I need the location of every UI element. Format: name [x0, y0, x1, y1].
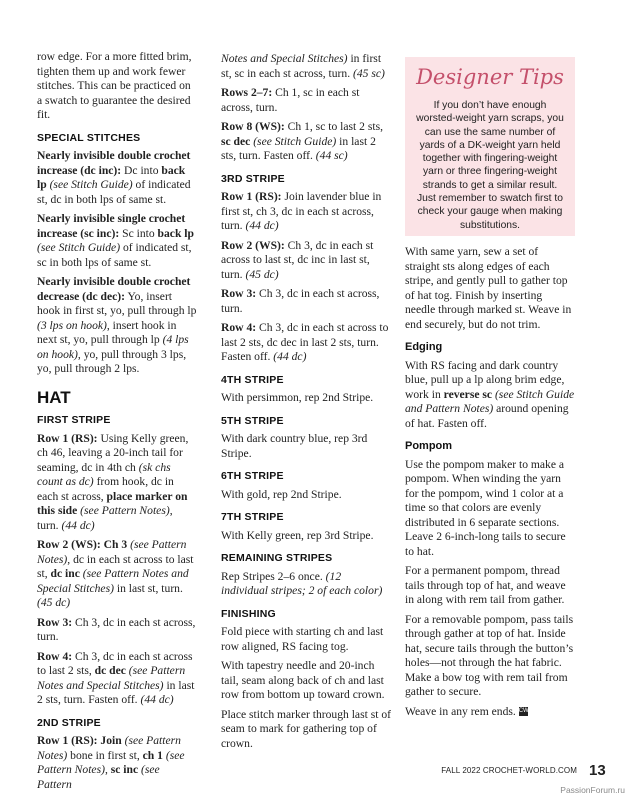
finishing-paragraph-2: With tapestry needle and 20-inch tail, seam along back of ch and last row from bottom up toward crown. [221, 659, 385, 701]
special-stitch-sc-inc: Nearly invisible single crochet increase (sc inc): Sc into back lp (see Stitch Guide) of indicated st, sc in both lps of same st. [37, 212, 194, 269]
third-stripe-heading: 3RD STRIPE [221, 172, 285, 185]
watermark: PassionForum.ru [560, 785, 625, 795]
fifth-stripe-heading: 5TH STRIPE [221, 414, 284, 427]
first-stripe-heading: FIRST STRIPE [37, 414, 111, 426]
designer-tips-text: If you don’t have enough worsted-weight yarn scraps, you can use the same number of yards of a DK-weight yarn held together with fingering-weight yarn or three fingering-weight strands to get a similar result. Just remember to swatch first to check your gauge when making substitutions. [416, 100, 564, 231]
finishing-paragraph-3: Place stitch marker through last st of seam to mark for gathering top of crown. [221, 707, 392, 750]
first-stripe-row-2: Row 2 (WS): Ch 3 (see Pattern Notes), dc in each st across to last st, dc inc (see Pattern Notes and Special Stitches) in last st, turn. (45 dc) [37, 538, 194, 609]
designer-tips-box [405, 57, 575, 236]
third-stripe-row-2: Row 2 (WS): Ch 3, dc in each st across to last st, dc inc in last st, turn. (45 dc) [221, 238, 374, 281]
page-footer [0, 762, 633, 782]
footer-label: FALL 2022 CROCHET-WORLD.COM [441, 766, 577, 775]
seventh-stripe-text: With Kelly green, rep 3rd Stripe. [221, 528, 374, 542]
finishing-paragraph-4: With same yarn, sew a set of straight sts along edges of each stripe, and gently pull to gather top of hat tog. Finish by inserting needle through marked st. Weave in end securely, but do not trim. [405, 245, 572, 331]
finishing-heading: FINISHING [221, 607, 276, 620]
seventh-stripe-heading: 7TH STRIPE [221, 511, 284, 523]
finishing-paragraph-1: Fold piece with starting ch and last row aligned, RS facing tog. [221, 625, 384, 653]
first-stripe-row-3: Row 3: Ch 3, dc in each st across, turn. [37, 615, 196, 643]
pompom-heading: Pompom [405, 440, 453, 452]
third-stripe-row-4: Row 4: Ch 3, dc in each st across to last 2 sts, dc dec in last 2 sts, turn. Fasten off. (44 dc) [221, 321, 389, 363]
intro-paragraph: row edge. For a more fitted brim, tighten them up and work fewer stitches. This can be practiced on a swatch to guarantee the desired fit. [37, 50, 192, 121]
special-stitch-dc-inc: Nearly invisible double crochet increase (dc inc): Dc into back lp (see Stitch Guide) of indicated st, dc in both lps of same st. [37, 149, 191, 206]
end-mark-icon: CW [518, 708, 529, 715]
remaining-stripes-heading: REMAINING STRIPES [221, 552, 333, 564]
second-stripe-row-1: Row 1 (RS): Join (see Pattern Notes) bone in first st, ch 1 (see Pattern Notes), sc inc (see Pattern [37, 734, 185, 791]
pompom-paragraph-1: Use the pompom maker to make a pompom. When winding the yarn for the pompom, wind 1 color at a time so that colors are evenly distributed in 6 separate sections. Leave 2 6-inch-long tails to secure to hat. [405, 457, 566, 558]
designer-tips-title: Designer Tips [416, 65, 564, 89]
sixth-stripe-text: With gold, rep 2nd Stripe. [221, 487, 342, 501]
fifth-stripe-text: With dark country blue, rep 3rd Stripe. [221, 432, 368, 460]
second-stripe-heading: 2ND STRIPE [37, 716, 101, 729]
special-stitch-dc-dec: Nearly invisible double crochet decrease (dc dec): Yo, insert hook in first st, yo, pull through lp (3 lps on hook), insert hook in next st, yo, pull through lp (4 lps on hook), yo, pull through 3 lps, yo, pull through 2 lps. [37, 275, 197, 375]
pompom-paragraph-4: Weave in any rem ends. CW [405, 704, 529, 718]
first-stripe-row-4: Row 4: Ch 3, dc in each st across to last 2 sts, dc dec (see Pattern Notes and Special Stitches) in last 2 sts, turn. Fasten off. (44 dc) [37, 649, 195, 706]
column-1 [37, 50, 197, 797]
fourth-stripe-text: With persimmon, rep 2nd Stripe. [221, 391, 374, 404]
remaining-stripes-text: Rep Stripes 2–6 once. (12 individual stripes; 2 of each color) [221, 569, 383, 597]
special-stitches-heading: SPECIAL STITCHES [37, 131, 141, 144]
pompom-paragraph-3: For a removable pompom, pass tails through gather at top of hat. Inside hat, secure tails through the button’s holes—not through the hat fabric. Make a bow tog with rem tail from gather to secure. [405, 612, 574, 698]
hat-heading: HAT [37, 387, 71, 407]
edging-heading: Edging [405, 341, 443, 353]
fourth-stripe-heading: 4TH STRIPE [221, 373, 284, 386]
second-stripe-row-1-continued: Notes and Special Stitches) in first st, sc in each st across, turn. (45 sc) [221, 52, 385, 80]
sixth-stripe-heading: 6TH STRIPE [221, 470, 284, 482]
column-2 [221, 52, 391, 756]
page-number: 13 [589, 762, 606, 779]
pompom-paragraph-2: For a permanent pompom, thread tails through top of hat, and weave in along with rem tail from gather. [405, 564, 566, 606]
third-stripe-row-3: Row 3: Ch 3, dc in each st across, turn. [221, 287, 380, 315]
third-stripe-row-1: Row 1 (RS): Join lavender blue in first st, ch 3, dc in each st across, turn. (44 dc) [221, 190, 382, 232]
edging-paragraph: With RS facing and dark country blue, pull up a lp along brim edge, work in reverse sc (see Stitch Guide and Pattern Notes) around opening of hat. Fasten off. [405, 358, 575, 430]
second-stripe-row-8: Row 8 (WS): Ch 1, sc to last 2 sts, sc dec (see Stitch Guide) in last 2 sts, turn. Fasten off. (44 sc) [221, 120, 383, 162]
column-3 [405, 245, 575, 724]
first-stripe-row-1: Row 1 (RS): Using Kelly green, ch 46, leaving a 20-inch tail for seaming, dc in 4th ch (sk chs count as dc) from hook, dc in each st across, place marker on this side (see Pattern Notes), turn. (44 dc) [37, 431, 189, 532]
second-stripe-rows-2-7: Rows 2–7: Ch 1, sc in each st across, turn. [221, 86, 360, 114]
